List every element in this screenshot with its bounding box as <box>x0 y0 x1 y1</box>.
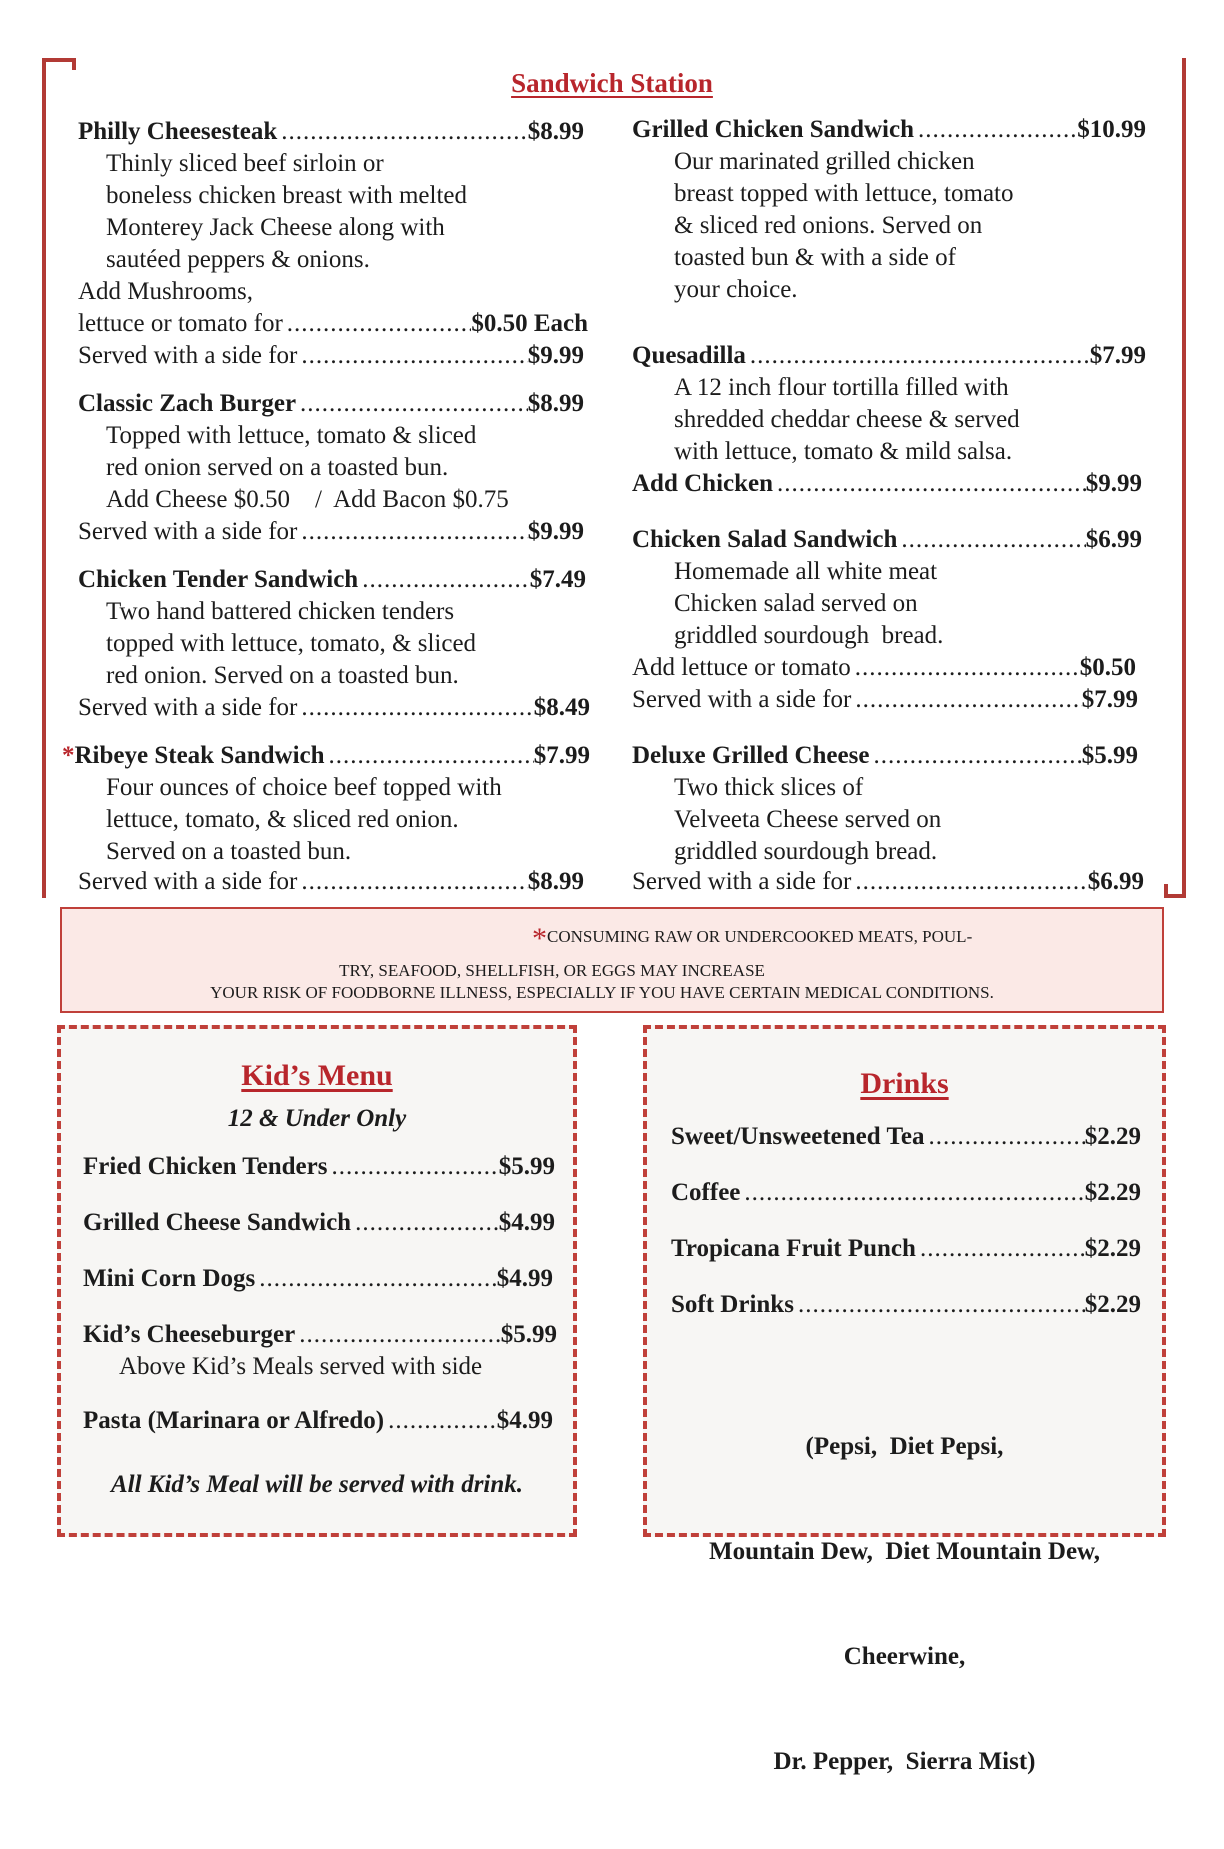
drinks-title: Drinks <box>860 1067 949 1100</box>
soft-drink-list <box>647 1359 1162 1849</box>
item-name: Quesadilla <box>632 342 746 369</box>
frame-right-bar <box>1182 58 1186 898</box>
drink-item <box>671 1177 1141 1209</box>
desc-line: toasted bun & with a side of <box>674 244 956 271</box>
desc-line: Thinly sliced beef sirloin or <box>106 150 384 177</box>
item-price: $10.99 <box>1077 116 1146 143</box>
side-label: Served with a side for <box>632 868 852 895</box>
item-name: Grilled Cheese Sandwich <box>83 1209 352 1236</box>
warning-line: TRY, SEAFOOD, SHELLFISH, OR EGGS MAY INCREASE <box>339 961 765 980</box>
desc-line: Our marinated grilled chicken <box>674 148 975 175</box>
side-price: $9.99 <box>527 342 584 369</box>
leader-dots <box>325 740 534 772</box>
item-price: $5.99 <box>498 1153 555 1180</box>
side-label: Served with a side for <box>78 342 298 369</box>
item-description <box>674 556 943 652</box>
frame-right-hook <box>1164 884 1168 898</box>
addon-text: Add Mushrooms, <box>78 278 254 305</box>
side-label: Served with a side for <box>78 518 298 545</box>
item-price: $7.99 <box>533 742 590 769</box>
item-price: $2.29 <box>1084 1123 1141 1150</box>
item-name: Pasta (Marinara or Alfredo) <box>83 1407 385 1434</box>
soft-drink-line: (Pepsi, Diet Pepsi, <box>805 1433 1004 1460</box>
item-name: Kid’s Cheeseburger <box>83 1321 296 1348</box>
desc-line: griddled sourdough bread. <box>674 838 938 865</box>
item-name: Mini Corn Dogs <box>83 1265 256 1292</box>
side-line <box>78 516 584 548</box>
warning-asterisk: * <box>532 922 547 955</box>
desc-line: shredded cheddar cheese & served <box>674 406 1020 433</box>
leader-dots <box>924 1121 1084 1153</box>
soft-drink-line: Cheerwine, <box>843 1643 966 1670</box>
item-price: $4.99 <box>496 1407 553 1434</box>
item-price: $6.99 <box>1085 526 1142 553</box>
item-price: $8.99 <box>527 390 584 417</box>
side-price: $6.99 <box>1087 868 1144 895</box>
leader-dots <box>351 1207 499 1239</box>
frame-left-bar <box>42 58 46 898</box>
kids-menu-subtitle: 12 & Under Only <box>227 1105 407 1132</box>
item-description <box>674 772 941 868</box>
addon-label: lettuce or tomato for <box>78 310 283 337</box>
side-label: Served with a side for <box>632 686 852 713</box>
item-name: Grilled Chicken Sandwich <box>632 116 914 143</box>
menu-item-philly <box>78 116 584 148</box>
desc-line: breast topped with lettuce, tomato <box>674 180 1014 207</box>
desc-line: red onion. Served on a toasted bun. <box>106 662 459 689</box>
kids-item <box>83 1151 555 1183</box>
menu-item-quesadilla <box>632 340 1146 372</box>
item-description <box>106 148 467 276</box>
warning-line: YOUR RISK OF FOODBORNE ILLNESS, ESPECIALLY IF YOU HAVE CERTAIN MEDICAL CONDITIONS. <box>210 983 994 1002</box>
desc-line: A 12 inch flour tortilla filled with <box>674 374 1009 401</box>
item-description <box>106 596 476 692</box>
menu-item-ribeye <box>62 740 590 772</box>
item-name: Tropicana Fruit Punch <box>671 1235 916 1262</box>
addon-label: Add lettuce or tomato <box>632 654 851 681</box>
leader-dots <box>297 866 527 898</box>
soft-drink-line: Dr. Pepper, Sierra Mist) <box>773 1748 1036 1775</box>
item-name: Ribeye Steak Sandwich <box>74 742 325 769</box>
drink-item <box>671 1289 1141 1321</box>
side-line <box>632 866 1144 898</box>
warning-text: CONSUMING RAW OR UNDERCOOKED MEATS, POUL- <box>547 927 973 946</box>
soft-drink-line: Mountain Dew, Diet Mountain Dew, <box>709 1538 1100 1565</box>
leader-dots <box>277 116 527 148</box>
addon-price: $0.50 <box>1079 654 1136 681</box>
item-name: Classic Zach Burger <box>78 390 297 417</box>
kids-item <box>83 1263 553 1295</box>
item-name: Deluxe Grilled Cheese <box>632 742 870 769</box>
side-line <box>78 340 584 372</box>
desc-line: lettuce, tomato, & sliced red onion. <box>106 806 459 833</box>
addon-line <box>632 468 1142 500</box>
desc-line: sautéed peppers & onions. <box>106 246 370 273</box>
side-line <box>632 684 1138 716</box>
desc-line: Two thick slices of <box>674 774 864 801</box>
item-description <box>674 372 1020 468</box>
frame-left-top <box>42 58 76 62</box>
side-label: Served with a side for <box>78 868 298 895</box>
leader-dots <box>851 652 1080 684</box>
desc-line: griddled sourdough bread. <box>674 622 944 649</box>
menu-item-grilled-cheese <box>632 740 1138 772</box>
menu-item-chicken-tender <box>78 564 586 596</box>
desc-line: Served on a toasted bun. <box>106 838 352 865</box>
desc-line: Two hand battered chicken tenders <box>106 598 455 625</box>
kids-menu-title: Kid’s Menu <box>241 1059 393 1092</box>
side-price: $8.99 <box>527 868 584 895</box>
leader-dots <box>897 524 1085 556</box>
side-line <box>78 866 584 898</box>
addon-line <box>78 308 588 340</box>
leader-dots <box>297 516 527 548</box>
leader-dots <box>295 1319 501 1351</box>
kids-side-note: Above Kid’s Meals served with side <box>119 1353 483 1380</box>
desc-line: topped with lettuce, tomato, & sliced <box>106 630 477 657</box>
leader-dots <box>384 1405 497 1437</box>
menu-item-grilled-chicken <box>632 114 1146 146</box>
kids-footer: All Kid’s Meal will be served with drink. <box>110 1471 524 1498</box>
item-name: Philly Cheesesteak <box>78 118 278 145</box>
leader-dots <box>255 1263 497 1295</box>
leader-dots <box>851 866 1087 898</box>
item-price: $7.99 <box>1089 342 1146 369</box>
drink-item <box>671 1121 1141 1153</box>
drinks-box <box>643 1025 1166 1775</box>
food-safety-warning <box>60 907 1164 1013</box>
addon-price: $9.99 <box>1085 470 1142 497</box>
desc-line: Topped with lettuce, tomato & sliced <box>106 422 477 449</box>
leader-dots <box>773 468 1086 500</box>
leader-dots <box>297 340 527 372</box>
kids-item-pasta <box>83 1405 553 1437</box>
desc-line: Four ounces of choice beef topped with <box>106 774 502 801</box>
desc-line: Homemade all white meat <box>674 558 938 585</box>
item-name: Coffee <box>671 1179 741 1206</box>
item-price: $2.29 <box>1084 1235 1141 1262</box>
desc-line: Chicken salad served on <box>674 590 918 617</box>
menu-item-chicken-salad <box>632 524 1142 556</box>
leader-dots <box>327 1151 498 1183</box>
kids-menu-box <box>57 1025 577 1537</box>
item-name: Fried Chicken Tenders <box>83 1153 328 1180</box>
sandwich-station-title: Sandwich Station <box>511 68 713 98</box>
leader-dots <box>297 692 533 724</box>
item-name: Sweet/Unsweetened Tea <box>671 1123 925 1150</box>
drink-item <box>671 1233 1141 1265</box>
leader-dots <box>358 564 530 596</box>
side-label: Served with a side for <box>78 694 298 721</box>
leader-dots <box>746 340 1090 372</box>
item-name: Soft Drinks <box>671 1291 794 1318</box>
desc-line: & sliced red onions. Served on <box>674 212 983 239</box>
item-description <box>106 420 509 516</box>
leader-dots <box>914 114 1077 146</box>
addon-price: $0.50 Each <box>471 310 588 337</box>
item-price: $5.99 <box>500 1321 557 1348</box>
item-description <box>674 146 1014 306</box>
addon-line <box>632 652 1136 684</box>
item-price: $5.99 <box>1081 742 1138 769</box>
side-price: $8.49 <box>533 694 590 721</box>
side-price: $7.99 <box>1081 686 1138 713</box>
leader-dots <box>916 1233 1085 1265</box>
item-name: Chicken Tender Sandwich <box>78 566 359 593</box>
kids-item <box>83 1207 555 1239</box>
item-price: $7.49 <box>529 566 586 593</box>
desc-line: with lettuce, tomato & mild salsa. <box>674 438 1013 465</box>
item-name: Chicken Salad Sandwich <box>632 526 898 553</box>
desc-line: your choice. <box>674 276 798 303</box>
item-price: $8.99 <box>527 118 584 145</box>
side-price: $9.99 <box>527 518 584 545</box>
item-description <box>106 772 502 868</box>
leader-dots <box>283 308 472 340</box>
item-price: $2.29 <box>1084 1179 1141 1206</box>
leader-dots <box>794 1289 1085 1321</box>
desc-line: boneless chicken breast with melted <box>106 182 467 209</box>
addon-label: Add Chicken <box>632 470 774 497</box>
leader-dots <box>869 740 1081 772</box>
addon-line: Add Cheese $0.50 / Add Bacon $0.75 <box>106 486 509 513</box>
kids-item <box>83 1319 557 1351</box>
raw-warning-asterisk: * <box>62 742 75 769</box>
item-price: $4.99 <box>498 1209 555 1236</box>
item-price: $4.99 <box>496 1265 553 1292</box>
item-price: $2.29 <box>1084 1291 1141 1318</box>
leader-dots <box>740 1177 1084 1209</box>
menu-item-zach-burger <box>78 388 584 420</box>
side-line <box>78 692 590 724</box>
leader-dots <box>851 684 1081 716</box>
desc-line: Velveeta Cheese served on <box>674 806 942 833</box>
leader-dots <box>296 388 528 420</box>
desc-line: red onion served on a toasted bun. <box>106 454 449 481</box>
warning-line <box>62 922 1162 955</box>
desc-line: Monterey Jack Cheese along with <box>106 214 445 241</box>
